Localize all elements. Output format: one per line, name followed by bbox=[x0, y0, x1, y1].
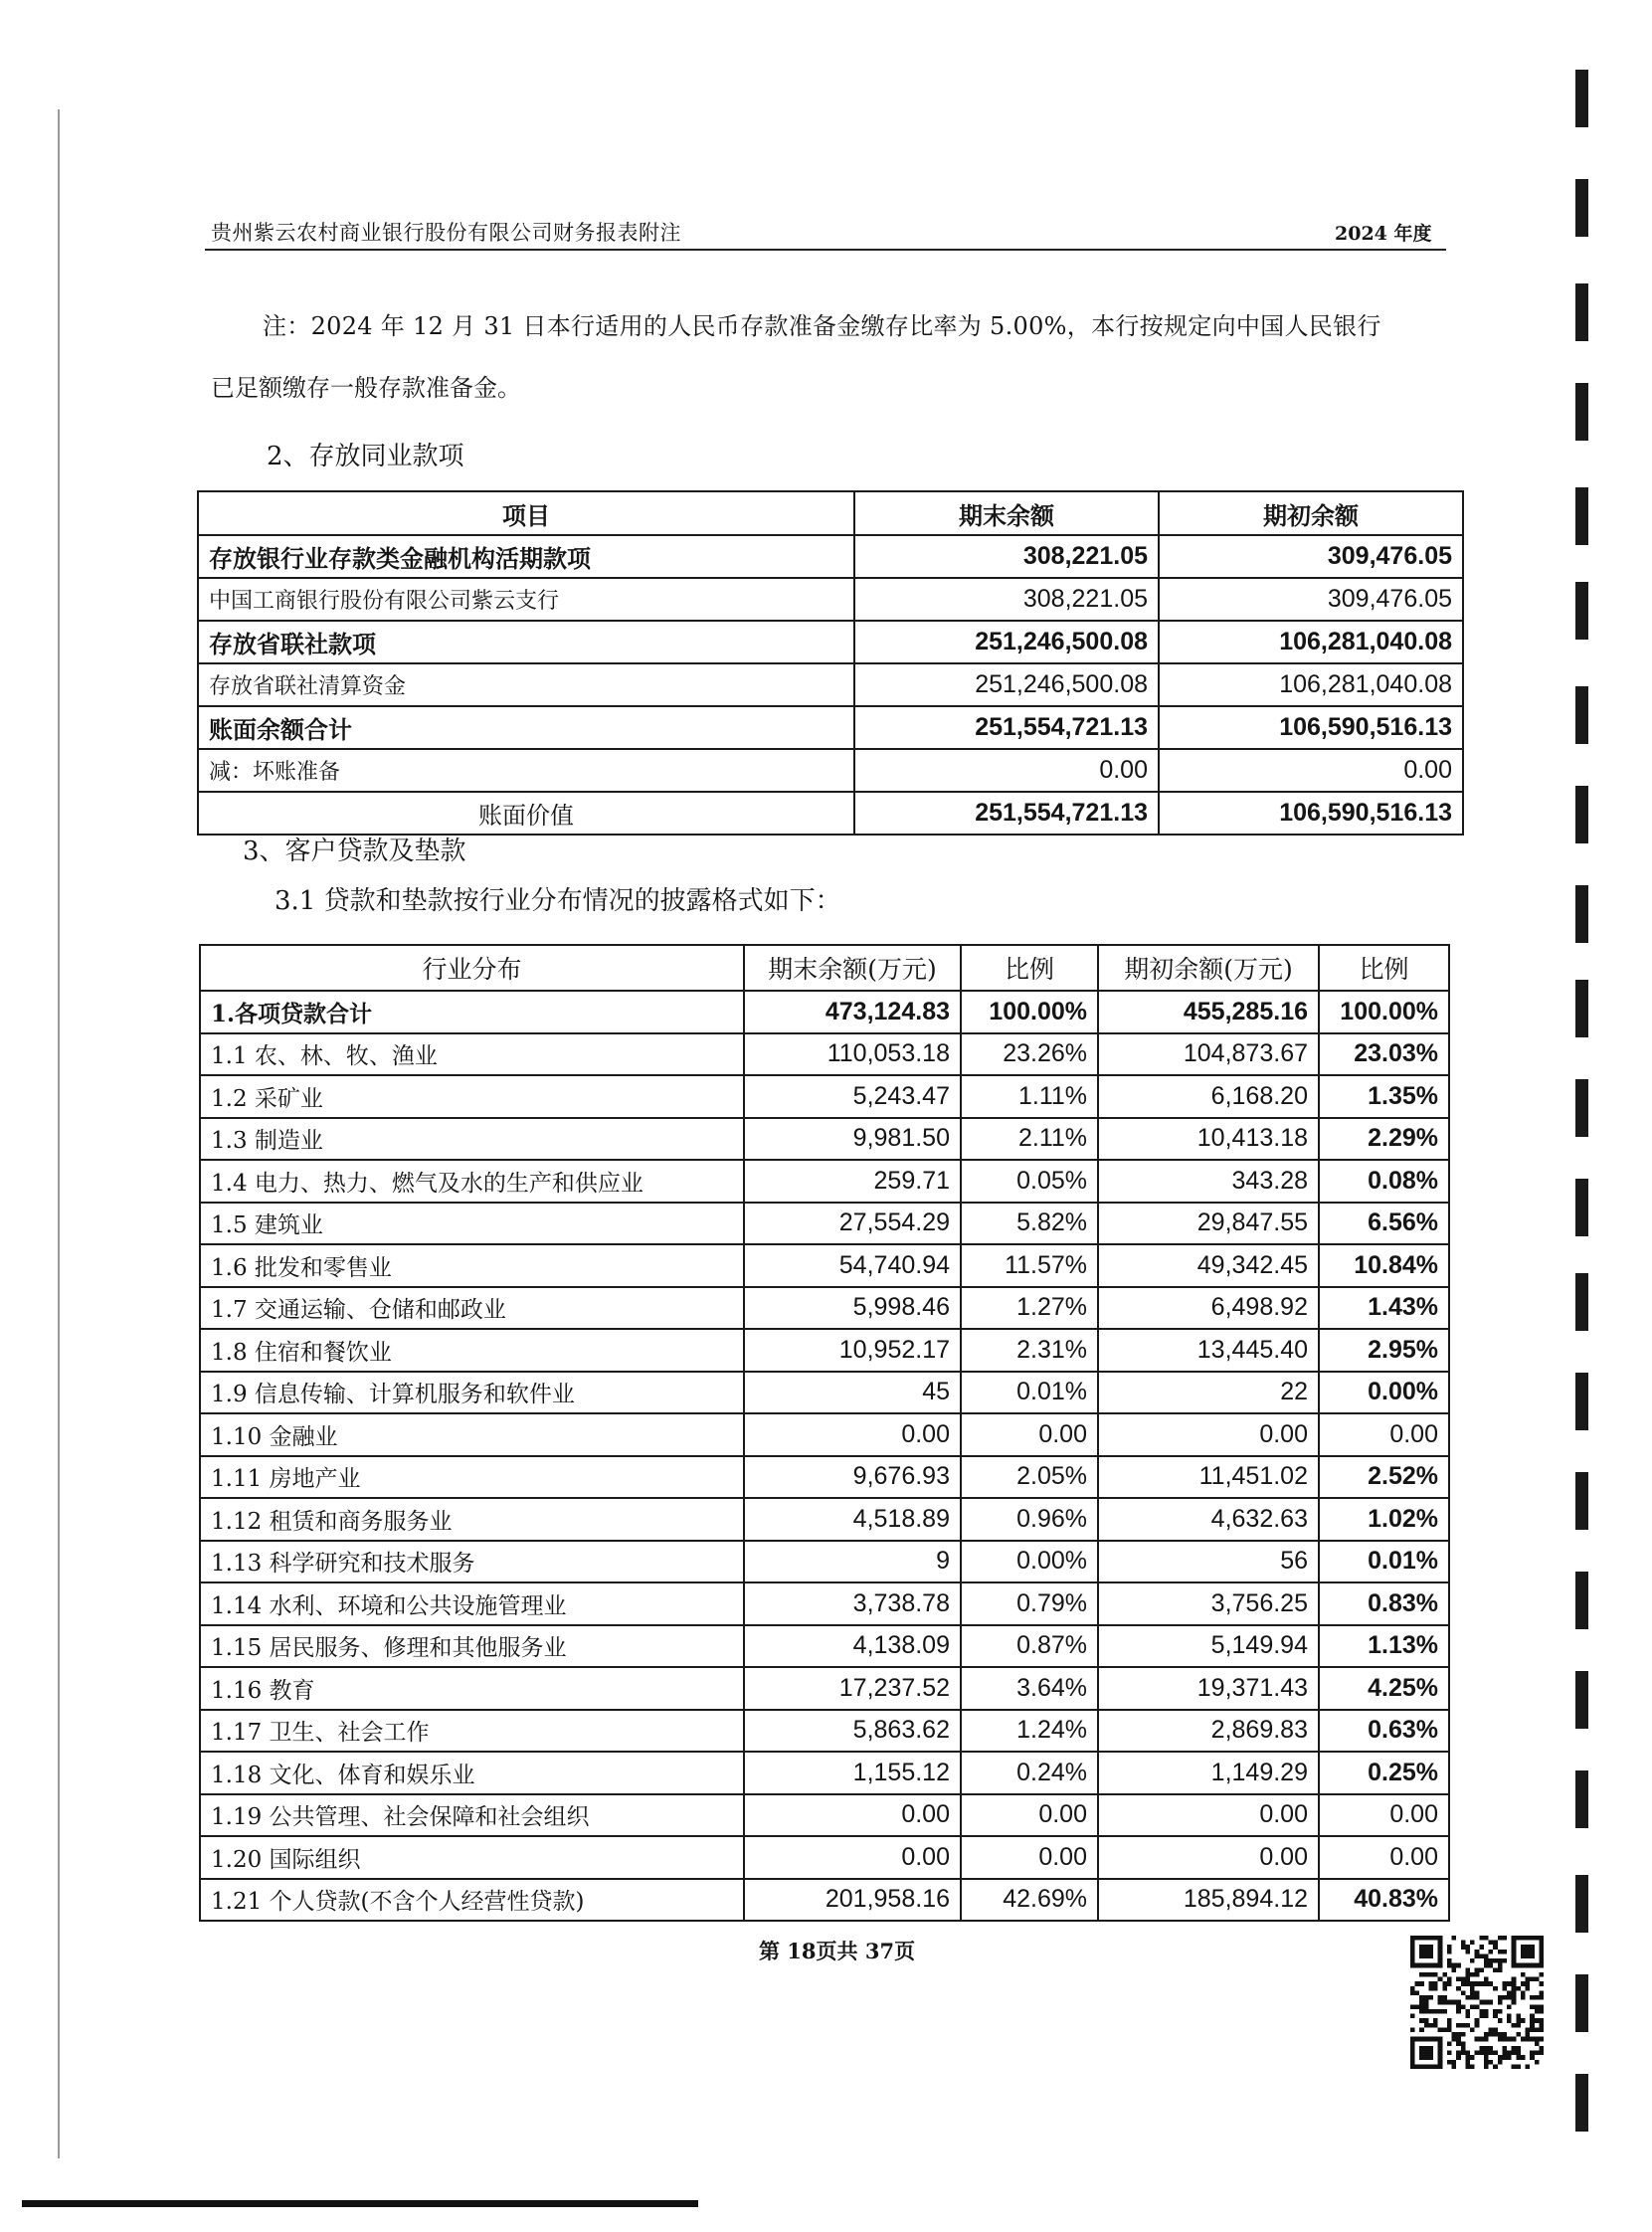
binding-mark bbox=[1575, 786, 1588, 843]
end-balance-cell: 0.00 bbox=[744, 1836, 961, 1879]
industry-cell: 1.15 居民服务、修理和其他服务业 bbox=[200, 1625, 744, 1668]
binding-mark bbox=[1575, 70, 1588, 127]
end-ratio-cell: 2.11% bbox=[961, 1118, 1098, 1161]
begin-balance-cell: 5,149.94 bbox=[1098, 1625, 1319, 1668]
industry-cell: 1.13 科学研究和技术服务 bbox=[200, 1541, 744, 1583]
end-ratio-cell: 2.05% bbox=[961, 1456, 1098, 1499]
section-2-title: 2、存放同业款项 bbox=[267, 442, 464, 471]
table-row bbox=[200, 1287, 1449, 1330]
begin-ratio-cell: 0.83% bbox=[1319, 1582, 1449, 1625]
end-ratio-cell: 42.69% bbox=[961, 1879, 1098, 1922]
table-row bbox=[200, 1203, 1449, 1245]
end-ratio-cell: 0.01% bbox=[961, 1372, 1098, 1414]
begin-balance-cell: 106,281,040.08 bbox=[1159, 663, 1463, 706]
begin-balance-cell: 6,168.20 bbox=[1098, 1075, 1319, 1118]
table-row bbox=[198, 535, 1463, 578]
binding-mark bbox=[1575, 1770, 1588, 1828]
end-balance-cell: 9,981.50 bbox=[744, 1118, 961, 1161]
table-row bbox=[200, 1329, 1449, 1372]
end-ratio-cell: 1.11% bbox=[961, 1075, 1098, 1118]
table-row bbox=[200, 1413, 1449, 1456]
end-balance-cell: 3,738.78 bbox=[744, 1582, 961, 1625]
end-balance-cell: 251,246,500.08 bbox=[854, 663, 1159, 706]
binding-mark bbox=[1575, 686, 1588, 744]
end-ratio-cell: 100.00% bbox=[961, 991, 1098, 1033]
binding-mark bbox=[1575, 1273, 1588, 1331]
binding-mark bbox=[1575, 1179, 1588, 1236]
begin-ratio-cell: 0.63% bbox=[1319, 1710, 1449, 1753]
begin-balance-cell: 1,149.29 bbox=[1098, 1752, 1319, 1794]
header-rule bbox=[205, 249, 1446, 251]
industry-cell: 1.18 文化、体育和娱乐业 bbox=[200, 1752, 744, 1794]
header-company: 贵州紫云农村商业银行股份有限公司财务报表附注 bbox=[211, 221, 681, 245]
interbank-deposits-table bbox=[197, 490, 1464, 836]
section-3-title: 3、客户贷款及垫款 bbox=[243, 837, 466, 866]
table-row bbox=[200, 1498, 1449, 1541]
table-header-row bbox=[200, 945, 1449, 991]
begin-balance-cell: 2,869.83 bbox=[1098, 1710, 1319, 1753]
header-cell: 行业分布 bbox=[200, 945, 744, 991]
industry-cell: 1.3 制造业 bbox=[200, 1118, 744, 1161]
end-ratio-cell: 0.87% bbox=[961, 1625, 1098, 1668]
end-ratio-cell: 1.24% bbox=[961, 1710, 1098, 1753]
table-row bbox=[200, 1794, 1449, 1837]
begin-ratio-cell: 1.13% bbox=[1319, 1625, 1449, 1668]
industry-cell: 1.19 公共管理、社会保障和社会组织 bbox=[200, 1794, 744, 1837]
end-balance-cell: 0.00 bbox=[744, 1413, 961, 1456]
end-balance-cell: 9 bbox=[744, 1541, 961, 1583]
begin-balance-cell: 106,281,040.08 bbox=[1159, 621, 1463, 663]
begin-balance-cell: 0.00 bbox=[1098, 1836, 1319, 1879]
table-row bbox=[200, 1710, 1449, 1753]
loans-by-industry-table bbox=[199, 944, 1450, 1922]
end-ratio-cell: 2.31% bbox=[961, 1329, 1098, 1372]
end-ratio-cell: 0.96% bbox=[961, 1498, 1098, 1541]
note-line-1: 注：2024 年 12 月 31 日本行适用的人民币存款准备金缴存比率为 5.00%，本行按规定向中国人民银行 bbox=[263, 312, 1381, 340]
header-cell: 期末余额(万元) bbox=[744, 945, 961, 991]
table-row bbox=[200, 1456, 1449, 1499]
begin-ratio-cell: 2.95% bbox=[1319, 1329, 1449, 1372]
begin-ratio-cell: 0.00% bbox=[1319, 1372, 1449, 1414]
begin-ratio-cell: 0.08% bbox=[1319, 1160, 1449, 1203]
begin-balance-cell: 29,847.55 bbox=[1098, 1203, 1319, 1245]
industry-cell: 1.14 水利、环境和公共设施管理业 bbox=[200, 1582, 744, 1625]
end-balance-cell: 4,518.89 bbox=[744, 1498, 961, 1541]
begin-balance-cell: 11,451.02 bbox=[1098, 1456, 1319, 1499]
end-balance-cell: 473,124.83 bbox=[744, 991, 961, 1033]
industry-cell: 1.11 房地产业 bbox=[200, 1456, 744, 1499]
begin-ratio-cell: 0.01% bbox=[1319, 1541, 1449, 1583]
binding-mark bbox=[1575, 1974, 1588, 2032]
begin-ratio-cell: 2.52% bbox=[1319, 1456, 1449, 1499]
table-row bbox=[200, 1118, 1449, 1161]
industry-cell: 1.8 住宿和餐饮业 bbox=[200, 1329, 744, 1372]
begin-ratio-cell: 1.35% bbox=[1319, 1075, 1449, 1118]
table-row bbox=[200, 1625, 1449, 1668]
header-cell: 比例 bbox=[961, 945, 1098, 991]
begin-ratio-cell: 23.03% bbox=[1319, 1033, 1449, 1076]
qr-code-icon bbox=[1410, 1936, 1544, 2069]
binding-mark bbox=[1575, 1079, 1588, 1137]
end-ratio-cell: 0.00% bbox=[961, 1541, 1098, 1583]
industry-cell: 1.17 卫生、社会工作 bbox=[200, 1710, 744, 1753]
table-row bbox=[198, 749, 1463, 792]
item-cell: 账面价值 bbox=[198, 792, 854, 835]
begin-ratio-cell: 1.02% bbox=[1319, 1498, 1449, 1541]
industry-cell: 1.7 交通运输、仓储和邮政业 bbox=[200, 1287, 744, 1330]
begin-ratio-cell: 0.00 bbox=[1319, 1413, 1449, 1456]
table-row bbox=[200, 1541, 1449, 1583]
begin-balance-cell: 22 bbox=[1098, 1372, 1319, 1414]
table-row bbox=[200, 1033, 1449, 1076]
begin-ratio-cell: 4.25% bbox=[1319, 1667, 1449, 1710]
binding-mark bbox=[1575, 179, 1588, 237]
industry-cell: 1.2 采矿业 bbox=[200, 1075, 744, 1118]
begin-balance-cell: 56 bbox=[1098, 1541, 1319, 1583]
begin-balance-cell: 19,371.43 bbox=[1098, 1667, 1319, 1710]
begin-ratio-cell: 0.00 bbox=[1319, 1836, 1449, 1879]
binding-mark bbox=[1575, 885, 1588, 943]
binding-mark bbox=[1575, 383, 1588, 441]
end-balance-cell: 251,554,721.13 bbox=[854, 792, 1159, 835]
begin-ratio-cell: 0.00 bbox=[1319, 1794, 1449, 1837]
begin-balance-cell: 106,590,516.13 bbox=[1159, 706, 1463, 749]
begin-balance-cell: 343.28 bbox=[1098, 1160, 1319, 1203]
binding-mark bbox=[1575, 283, 1588, 341]
industry-cell: 1.各项贷款合计 bbox=[200, 991, 744, 1033]
end-balance-cell: 5,863.62 bbox=[744, 1710, 961, 1753]
table-row bbox=[198, 621, 1463, 663]
end-ratio-cell: 5.82% bbox=[961, 1203, 1098, 1245]
binding-mark bbox=[1575, 582, 1588, 640]
item-cell: 存放省联社款项 bbox=[198, 621, 854, 663]
binding-mark bbox=[1575, 1472, 1588, 1530]
table-row bbox=[200, 1372, 1449, 1414]
note-line-2: 已足额缴存一般存款准备金。 bbox=[211, 374, 521, 402]
begin-balance-cell: 0.00 bbox=[1098, 1413, 1319, 1456]
begin-ratio-cell: 2.29% bbox=[1319, 1118, 1449, 1161]
begin-balance-cell: 13,445.40 bbox=[1098, 1329, 1319, 1372]
end-ratio-cell: 0.00 bbox=[961, 1794, 1098, 1837]
table-row bbox=[198, 663, 1463, 706]
industry-cell: 1.9 信息传输、计算机服务和软件业 bbox=[200, 1372, 744, 1414]
begin-balance-cell: 6,498.92 bbox=[1098, 1287, 1319, 1330]
begin-balance-cell: 309,476.05 bbox=[1159, 535, 1463, 578]
end-ratio-cell: 11.57% bbox=[961, 1244, 1098, 1287]
table-row bbox=[200, 1244, 1449, 1287]
table-row bbox=[198, 578, 1463, 621]
industry-cell: 1.4 电力、热力、燃气及水的生产和供应业 bbox=[200, 1160, 744, 1203]
end-ratio-cell: 0.05% bbox=[961, 1160, 1098, 1203]
item-cell: 存放银行业存款类金融机构活期款项 bbox=[198, 535, 854, 578]
end-ratio-cell: 0.00 bbox=[961, 1836, 1098, 1879]
end-balance-cell: 17,237.52 bbox=[744, 1667, 961, 1710]
table-row bbox=[200, 1582, 1449, 1625]
begin-balance-cell: 106,590,516.13 bbox=[1159, 792, 1463, 835]
binding-mark bbox=[1575, 1373, 1588, 1430]
header-cell: 期末余额 bbox=[854, 491, 1159, 535]
end-ratio-cell: 23.26% bbox=[961, 1033, 1098, 1076]
header-cell: 项目 bbox=[198, 491, 854, 535]
scan-edge-bar bbox=[22, 2200, 698, 2207]
begin-ratio-cell: 40.83% bbox=[1319, 1879, 1449, 1922]
industry-cell: 1.21 个人贷款(不含个人经营性贷款) bbox=[200, 1879, 744, 1922]
industry-cell: 1.1 农、林、牧、渔业 bbox=[200, 1033, 744, 1076]
header-cell: 比例 bbox=[1319, 945, 1449, 991]
item-cell: 中国工商银行股份有限公司紫云支行 bbox=[198, 578, 854, 621]
begin-balance-cell: 10,413.18 bbox=[1098, 1118, 1319, 1161]
table-row bbox=[200, 991, 1449, 1033]
end-ratio-cell: 0.24% bbox=[961, 1752, 1098, 1794]
table-row bbox=[200, 1667, 1449, 1710]
begin-ratio-cell: 1.43% bbox=[1319, 1287, 1449, 1330]
industry-cell: 1.12 租赁和商务服务业 bbox=[200, 1498, 744, 1541]
table-row bbox=[200, 1160, 1449, 1203]
end-balance-cell: 1,155.12 bbox=[744, 1752, 961, 1794]
begin-ratio-cell: 10.84% bbox=[1319, 1244, 1449, 1287]
begin-balance-cell: 309,476.05 bbox=[1159, 578, 1463, 621]
begin-balance-cell: 455,285.16 bbox=[1098, 991, 1319, 1033]
end-ratio-cell: 0.79% bbox=[961, 1582, 1098, 1625]
end-ratio-cell: 0.00 bbox=[961, 1413, 1098, 1456]
binding-mark bbox=[1575, 2074, 1588, 2132]
end-balance-cell: 308,221.05 bbox=[854, 578, 1159, 621]
header-cell: 期初余额(万元) bbox=[1098, 945, 1319, 991]
binding-mark bbox=[1575, 1572, 1588, 1629]
end-balance-cell: 5,243.47 bbox=[744, 1075, 961, 1118]
binding-mark bbox=[1575, 980, 1588, 1037]
header-year: 2024 年度 bbox=[1335, 223, 1432, 245]
begin-ratio-cell: 6.56% bbox=[1319, 1203, 1449, 1245]
item-cell: 账面余额合计 bbox=[198, 706, 854, 749]
end-balance-cell: 110,053.18 bbox=[744, 1033, 961, 1076]
table-header-row bbox=[198, 491, 1463, 535]
end-ratio-cell: 3.64% bbox=[961, 1667, 1098, 1710]
end-balance-cell: 54,740.94 bbox=[744, 1244, 961, 1287]
end-balance-cell: 251,246,500.08 bbox=[854, 621, 1159, 663]
table-row bbox=[200, 1836, 1449, 1879]
page-number: 第 18页共 37页 bbox=[759, 1939, 916, 1963]
end-balance-cell: 9,676.93 bbox=[744, 1456, 961, 1499]
end-balance-cell: 251,554,721.13 bbox=[854, 706, 1159, 749]
binding-mark bbox=[1575, 1671, 1588, 1729]
end-ratio-cell: 1.27% bbox=[961, 1287, 1098, 1330]
industry-cell: 1.5 建筑业 bbox=[200, 1203, 744, 1245]
end-balance-cell: 5,998.46 bbox=[744, 1287, 961, 1330]
binding-edge-line bbox=[58, 109, 60, 2158]
end-balance-cell: 27,554.29 bbox=[744, 1203, 961, 1245]
begin-balance-cell: 49,342.45 bbox=[1098, 1244, 1319, 1287]
table-row bbox=[200, 1075, 1449, 1118]
binding-mark bbox=[1575, 1875, 1588, 1933]
item-cell: 存放省联社清算资金 bbox=[198, 663, 854, 706]
industry-cell: 1.16 教育 bbox=[200, 1667, 744, 1710]
end-balance-cell: 4,138.09 bbox=[744, 1625, 961, 1668]
table-row bbox=[198, 792, 1463, 835]
industry-cell: 1.6 批发和零售业 bbox=[200, 1244, 744, 1287]
table-row bbox=[198, 706, 1463, 749]
begin-ratio-cell: 0.25% bbox=[1319, 1752, 1449, 1794]
end-balance-cell: 0.00 bbox=[744, 1794, 961, 1837]
begin-balance-cell: 104,873.67 bbox=[1098, 1033, 1319, 1076]
begin-balance-cell: 0.00 bbox=[1098, 1794, 1319, 1837]
table-row bbox=[200, 1752, 1449, 1794]
item-cell: 减：坏账准备 bbox=[198, 749, 854, 792]
end-balance-cell: 201,958.16 bbox=[744, 1879, 961, 1922]
binding-mark bbox=[1575, 487, 1588, 545]
begin-balance-cell: 185,894.12 bbox=[1098, 1879, 1319, 1922]
end-balance-cell: 259.71 bbox=[744, 1160, 961, 1203]
begin-balance-cell: 3,756.25 bbox=[1098, 1582, 1319, 1625]
begin-balance-cell: 0.00 bbox=[1159, 749, 1463, 792]
end-balance-cell: 10,952.17 bbox=[744, 1329, 961, 1372]
end-balance-cell: 45 bbox=[744, 1372, 961, 1414]
industry-cell: 1.10 金融业 bbox=[200, 1413, 744, 1456]
section-3-1-subtitle: 3.1 贷款和垫款按行业分布情况的披露格式如下： bbox=[275, 886, 841, 916]
header-cell: 期初余额 bbox=[1159, 491, 1463, 535]
end-balance-cell: 308,221.05 bbox=[854, 535, 1159, 578]
industry-cell: 1.20 国际组织 bbox=[200, 1836, 744, 1879]
table-row bbox=[200, 1879, 1449, 1922]
begin-ratio-cell: 100.00% bbox=[1319, 991, 1449, 1033]
begin-balance-cell: 4,632.63 bbox=[1098, 1498, 1319, 1541]
end-balance-cell: 0.00 bbox=[854, 749, 1159, 792]
